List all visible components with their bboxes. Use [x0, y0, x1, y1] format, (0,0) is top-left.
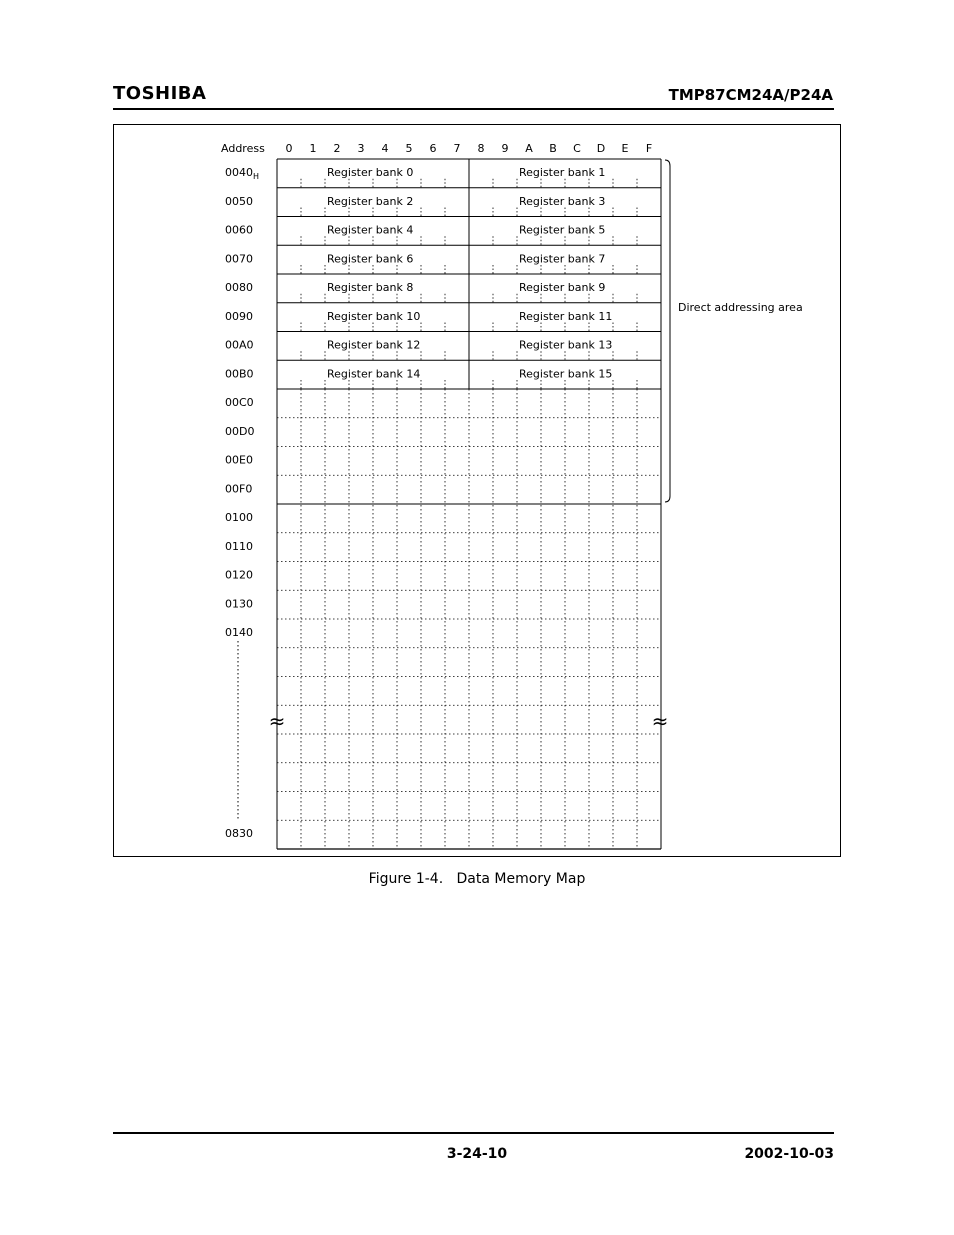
break-symbol-right: ≈	[651, 709, 669, 733]
column-label: A	[525, 142, 533, 155]
footer-rule	[113, 1132, 834, 1134]
row-address: 0070	[225, 252, 253, 266]
column-label: 8	[477, 142, 485, 155]
register-bank-label: Register bank 5	[519, 223, 606, 237]
row-addresses	[225, 166, 259, 840]
column-label: 0	[285, 142, 293, 155]
row-address: 0050	[225, 194, 253, 208]
register-bank-label: Register bank 2	[327, 194, 414, 208]
register-bank-label: Register bank 12	[327, 338, 421, 352]
column-label: 3	[357, 142, 365, 155]
break-symbol-left: ≈	[268, 709, 286, 733]
toshiba-logo: TOSHIBA	[113, 83, 207, 104]
register-bank-label: Register bank 14	[327, 367, 421, 381]
column-label: C	[573, 142, 581, 155]
register-bank-label: Register bank 10	[327, 309, 421, 323]
column-label: B	[549, 142, 557, 155]
direct-area-brace	[665, 160, 670, 502]
register-bank-label: Register bank 7	[519, 252, 606, 266]
register-bank-label: Register bank 15	[519, 367, 613, 381]
register-bank-label: Register bank 3	[519, 194, 606, 208]
register-bank-label: Register bank 8	[327, 281, 414, 294]
register-bank-label: Register bank 9	[519, 281, 606, 294]
address-label: Address	[221, 142, 265, 155]
column-label: 5	[405, 142, 413, 155]
column-labels	[286, 142, 653, 155]
row-address-last: 0830	[225, 827, 253, 840]
register-bank-label: Register bank 11	[519, 309, 613, 323]
row-address: 0080	[225, 281, 253, 294]
part-number: TMP87CM24A/P24A	[668, 86, 833, 104]
row-address: 00A0	[225, 338, 254, 352]
column-label: D	[596, 142, 606, 155]
register-bank-label: Register bank 13	[519, 338, 613, 352]
page-number: 3-24-10	[446, 1146, 508, 1162]
column-label: 1	[309, 142, 317, 155]
column-label: E	[621, 142, 629, 155]
row-address: 0100	[225, 511, 253, 524]
column-label: 4	[381, 142, 389, 155]
row-address-first: $0040_H$	[225, 166, 260, 181]
row-address: 0130	[225, 597, 253, 611]
row-address: 00B0	[225, 367, 254, 381]
row-address: 0140	[225, 626, 253, 639]
column-label: 2	[333, 142, 341, 155]
column-label: 6	[429, 142, 437, 155]
brace-path	[665, 160, 670, 502]
row-address: 00C0	[225, 396, 254, 409]
row-address: 0090	[225, 309, 253, 323]
direct-addressing-area-label: Direct addressing area	[678, 301, 803, 314]
row-address: 00E0	[225, 453, 253, 467]
column-label: F	[645, 142, 653, 155]
register-bank-label: Register bank 0	[327, 166, 414, 179]
row-address: 0110	[225, 539, 253, 553]
row-address: 00F0	[225, 482, 253, 496]
row-address: 0060	[225, 223, 253, 237]
column-label: 9	[501, 142, 509, 155]
publication-date: 2002-10-03	[744, 1146, 834, 1162]
row-address: 00D0	[225, 424, 255, 438]
register-banks	[327, 166, 612, 380]
register-bank-label: Register bank 4	[327, 223, 414, 237]
address-suffix: H	[253, 172, 260, 181]
row-address: 0120	[225, 568, 253, 582]
register-bank-label: Register bank 1	[519, 166, 606, 179]
register-bank-label: Register bank 6	[327, 252, 414, 266]
figure-caption: Figure 1-4. Data Memory Map	[368, 871, 586, 887]
column-label: 7	[453, 142, 461, 155]
